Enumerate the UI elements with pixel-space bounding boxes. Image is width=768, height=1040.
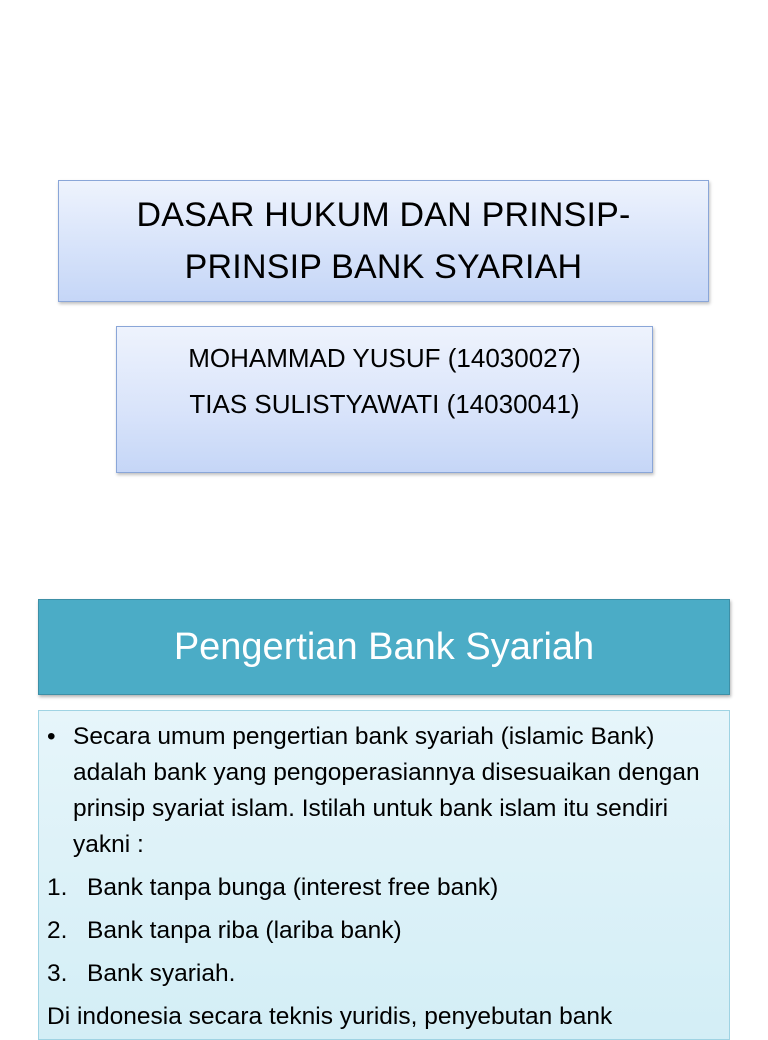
author-2: TIAS SULISTYAWATI (14030041) <box>189 389 580 419</box>
list-text: Bank tanpa bunga (interest free bank) <box>87 874 499 901</box>
slide-title-line-2: PRINSIP BANK SYARIAH <box>184 248 583 286</box>
author-1: MOHAMMAD YUSUF (14030027) <box>188 343 581 373</box>
slide-title-line-1: DASAR HUKUM DAN PRINSIP- <box>136 196 631 234</box>
bullet-icon: • <box>47 723 56 750</box>
bullet-text: Secara umum pengertian bank syariah (islamic Bank) adalah bank yang pengoperasiannya disesuaikan dengan prinsip syariat islam. Istilah untuk bank islam itu sendiri yakni : <box>73 723 700 858</box>
list-number: 2. <box>47 917 68 944</box>
section-heading-box <box>38 599 730 695</box>
section-heading: Pengertian Bank Syariah <box>173 625 595 668</box>
paragraph-text: Di indonesia secara teknis yuridis, penyebutan bank <box>47 1003 613 1030</box>
list-item-3 <box>47 956 721 992</box>
list-text: Bank syariah. <box>87 960 236 987</box>
list-item-1 <box>47 870 721 906</box>
content-box <box>38 710 730 1040</box>
list-item-2 <box>47 913 721 949</box>
list-number: 3. <box>47 960 68 987</box>
title-box <box>58 180 709 302</box>
authors-box <box>116 326 653 473</box>
list-text: Bank tanpa riba (lariba bank) <box>87 917 402 944</box>
list-number: 1. <box>47 874 68 901</box>
bullet-item <box>47 719 721 863</box>
